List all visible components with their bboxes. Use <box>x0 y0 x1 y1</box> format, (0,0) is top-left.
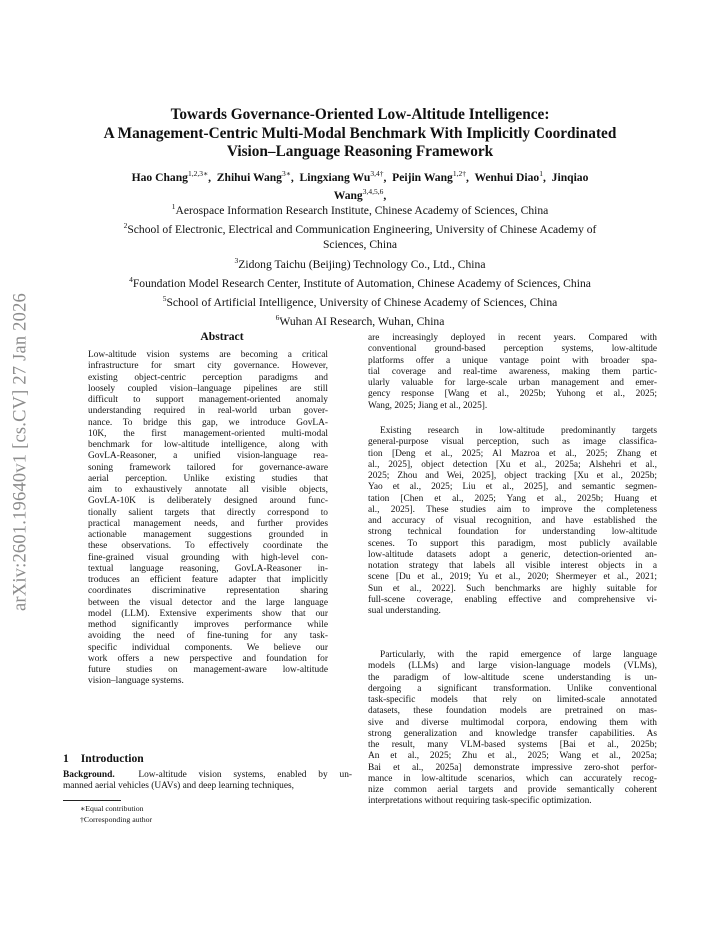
paragraph-line: platforms offer a unique vantage point with broader spa- <box>368 355 657 366</box>
abstract-line: specific individual components. We believe our <box>88 642 328 653</box>
paragraph-line: models (LLMs) and large vision-language models (VLMs), <box>368 661 657 672</box>
paragraph-line: conventional ground-based perception systems, low-altitude <box>368 344 657 355</box>
arxiv-stamp-text: arXiv:2601.19640v1 [cs.CV] 27 Jan 2026 <box>10 293 31 611</box>
section-title: Introduction <box>80 752 144 765</box>
affiliation-mark: 2 <box>123 221 128 231</box>
abstract-line: nance. To bridge this gap, we introduce GovLA- <box>88 417 328 428</box>
abstract-line: GovLA-10K is deliberately designed around func- <box>88 496 328 507</box>
paragraph-line: full-scene coverage, enabling effective and comprehensive vi- <box>368 594 657 605</box>
paragraph-line: ularly valuable for large-scale urban management and emer- <box>368 378 657 388</box>
intro-paragraph-2 <box>368 426 657 617</box>
affiliation-line <box>60 310 660 329</box>
paragraph-line: tation [Chen et al., 2025; Yang et al., 2025b; Huang et <box>368 493 657 504</box>
paragraph-line: are increasingly deployed in recent years. Compared with <box>368 333 657 343</box>
paragraph-line: al., 2025], object detection [Xu et al., 2025a; Alshehri et al., <box>368 459 657 470</box>
abstract-body <box>88 350 328 688</box>
paragraph-line: An et al., 2025; Zhu et al., 2025; Wang et al., 2025a; <box>368 751 657 762</box>
paragraph-line: dergoing a significant transformation. Unlike conventional <box>368 683 657 694</box>
abstract-line: future studies on management-aware low-altitude <box>88 665 328 675</box>
paragraph-line: sual understanding. <box>368 606 441 616</box>
abstract-line: 10K, the first management-oriented multi-modal <box>88 428 328 439</box>
author-name: Jinqiao <box>551 170 589 184</box>
intro-paragraph-3 <box>368 650 657 808</box>
abstract-line: actionable management suggestions grounded in <box>88 530 328 540</box>
paragraph-line: the result, many VLM-based systems [Bai et al., 2025b; <box>368 740 657 750</box>
abstract-line: between the visual detector and the large language <box>88 597 328 608</box>
paragraph-line: Particularly, with the rapid emergence of large language <box>380 650 657 660</box>
author-mark: 3,4† <box>370 169 384 178</box>
affiliation-mark: 5 <box>162 293 167 303</box>
paragraph-line: sive and diverse multimodal corpora, endowing them with <box>368 717 657 728</box>
background-text: Low-altitude vision systems, enabled by un- <box>138 770 353 780</box>
abstract-line: fine-grained visual grounding with high-level con- <box>88 552 328 563</box>
affiliation-line <box>60 272 660 291</box>
abstract-line: soning framework tailored for governance-aware <box>88 462 328 473</box>
arxiv-stamp <box>8 262 34 642</box>
footnote: ∗Equal contribution <box>80 804 144 813</box>
author-name: Zhihui Wang <box>216 170 282 184</box>
paragraph-line: Yao et al., 2025; Liu et al., 2025], and semantic segmen- <box>368 482 657 493</box>
title-line: A Management-Centric Multi-Modal Benchmark With Implicitly Coordinated <box>103 124 617 142</box>
paragraph-line: task-specific models that rely on limited-scale annotated <box>368 695 657 705</box>
affiliation-mark: 6 <box>275 313 280 323</box>
abstract-heading: Abstract <box>200 330 244 343</box>
paragraph-line: Bai et al., 2025a] demonstrate impressive zero-shot perfor- <box>368 762 657 773</box>
paragraph-line: general-purpose visual perception, such as image classifica- <box>368 437 657 448</box>
affiliation-text: Foundation Model Research Center, Institute of Automation, Chinese Academy of Sciences, China <box>132 276 591 290</box>
author-name: Wang <box>333 188 363 202</box>
abstract-line: tionally salient targets that directly correspond to <box>88 507 328 518</box>
abstract-line: infrastructure for smart city governance. However, <box>88 361 328 372</box>
affiliation-text: Aerospace Information Research Institute, Chinese Academy of Sciences, China <box>175 203 549 217</box>
abstract-line: method significantly improves performance while <box>88 620 328 630</box>
affiliation-text: Zidong Taichu (Beijing) Technology Co., Ltd., China <box>238 257 486 271</box>
title-line: Towards Governance-Oriented Low-Altitude Intelligence: <box>170 106 550 123</box>
author-name: Wenhui Diao <box>474 170 540 184</box>
paragraph-line: low-altitude datasets adopt a generic, detection-oriented an- <box>368 549 657 560</box>
author-mark: 1,2,3∗ <box>187 169 209 178</box>
abstract-line: troduces an efficient feature adapter that implicitly <box>88 575 328 585</box>
affiliation-mark: 4 <box>129 274 133 284</box>
paragraph-line: mance in low-altitude scenarios, which can accurately recog- <box>368 773 657 784</box>
affiliation-line <box>60 237 660 252</box>
paper-title <box>60 106 660 162</box>
paragraph-line: strong technical foundation for understanding low-altitude <box>368 527 657 538</box>
affiliation-mark: 1 <box>171 202 176 211</box>
abstract-line: difficult to support management-oriented anomaly <box>88 395 328 405</box>
paragraph-line: Existing research in low-altitude predominantly targets <box>380 426 657 436</box>
abstract-line: vision–language systems. <box>88 676 184 687</box>
affiliation-mark: 3 <box>234 255 239 265</box>
paragraph-line: interpretations without requiring task-specific optimization. <box>368 796 592 807</box>
intro-paragraph-1 <box>368 333 657 412</box>
author-mark: 3∗ <box>281 169 291 178</box>
abstract-line: existing object-centric perception paradigms and <box>88 372 328 383</box>
affiliation-text: School of Artificial Intelligence, University of Chinese Academy of Sciences, China <box>166 295 558 309</box>
affiliation-line <box>60 291 660 310</box>
author-mark: 1,2† <box>452 169 466 178</box>
paragraph-line: notation strategy that labels all visible interest objects in a <box>368 561 657 571</box>
abstract-line: avoiding the need of fine-tuning for any task- <box>88 631 328 642</box>
paragraph-line: tion [Deng et al., 2025; Al Mazroa et al., 2025; Zhang et <box>368 448 657 459</box>
abstract-line: coordinates discriminative representation sharing <box>88 586 328 597</box>
affiliations <box>60 199 660 329</box>
footnote: †Corresponding author <box>80 815 153 824</box>
abstract-line: understanding required in real-world urban gover- <box>88 406 328 417</box>
author-list: Hao Chang$^{1,2,3∗}$, Zhihui Wang$^{3∗}$, Lingxiang $Wu^{3,4\dagger}$, Peijin Wang$^{1,2\dagger}$, Wenhui Diao$^1$, Jinqiao Wang$^{3,4,5,6}$, <box>131 169 589 202</box>
paragraph-line: al., 2025]. These studies aim to improve the completeness <box>368 504 657 515</box>
paragraph-line: the paradigm of low-altitude scene understanding is un- <box>368 672 657 683</box>
paragraph-line: scene [Du et al., 2019; Yu et al., 2020; Shermeyer et al., 2021; <box>368 572 657 583</box>
paragraph-line: 2025; Zhou and Wei, 2025], object tracking [Xu et al., 2025b; <box>368 471 657 481</box>
paragraph-line: gency response [Wang et al., 2025b; Yuhong et al., 2025; <box>368 389 657 400</box>
abstract-line: practical management needs, and further provides <box>88 518 328 529</box>
background-line <box>63 770 352 781</box>
affiliation-line <box>60 218 660 237</box>
paragraph-line: scenes. To support this paradigm, most publicly available <box>368 538 657 549</box>
paragraph-line: tial coverage and real-time awareness, making them partic- <box>368 366 657 377</box>
author-name: Lingxiang Wu <box>299 170 371 184</box>
affiliation-text: School of Electronic, Electrical and Communication Engineering, University of Chinese Academy of <box>127 223 597 237</box>
abstract-line: loosely coupled vision–language pipelines are still <box>88 383 328 394</box>
author-name: Hao Chang <box>131 170 188 184</box>
section-heading-introduction <box>63 752 144 765</box>
abstract-line: aerial perception. Unlike existing studies that <box>88 473 328 484</box>
paragraph-line: datasets, these foundation models are pretrained on mas- <box>368 706 657 717</box>
abstract-line: aim to exhaustively annotate all visible objects, <box>88 485 328 495</box>
abstract-line: textual language reasoning, GovLA-Reasoner in- <box>88 563 328 574</box>
background-paragraph <box>63 770 352 793</box>
background-label: Background. <box>63 770 115 780</box>
abstract-line: work offers a new perspective and foundation for <box>88 653 328 664</box>
title-line: Vision–Language Reasoning Framework <box>226 143 494 160</box>
section-number: 1 <box>63 752 69 765</box>
abstract-line: these observations. To effectively coordinate the <box>88 541 328 552</box>
abstract-line: benchmark for low-altitude intelligence, along with <box>88 440 328 450</box>
abstract-line: model (LLM). Extensive experiments show that our <box>88 608 328 619</box>
author-mark: 3,4,5,6 <box>362 186 384 196</box>
paragraph-line: and accuracy of visual recognition, and have established the <box>368 516 657 526</box>
abstract-line: GovLA-Reasoner, a unified vision-language rea- <box>88 451 328 462</box>
author-name: Peijin Wang <box>392 170 453 184</box>
affiliation-line <box>60 253 660 272</box>
footnote-divider <box>63 800 121 801</box>
paragraph-line: Wang, 2025; Jiang et al., 2025]. <box>368 400 488 411</box>
affiliation-line <box>60 199 660 218</box>
abstract-line: Low-altitude vision systems are becoming a critical <box>88 350 328 360</box>
paragraph-line: nize common aerial targets and provide semantically coherent <box>368 785 657 795</box>
affiliation-text: Wuhan AI Research, Wuhan, China <box>279 314 445 328</box>
background-line: manned aerial vehicles (UAVs) and deep learning techniques, <box>63 781 294 792</box>
affiliation-text: Sciences, China <box>322 238 398 252</box>
paragraph-line: strong generalization and knowledge transfer capabilities. As <box>368 728 657 739</box>
author-mark: 1 <box>539 169 543 178</box>
paragraph-line: Sun et al., 2022]. Such benchmarks are highly suitable for <box>368 583 657 594</box>
